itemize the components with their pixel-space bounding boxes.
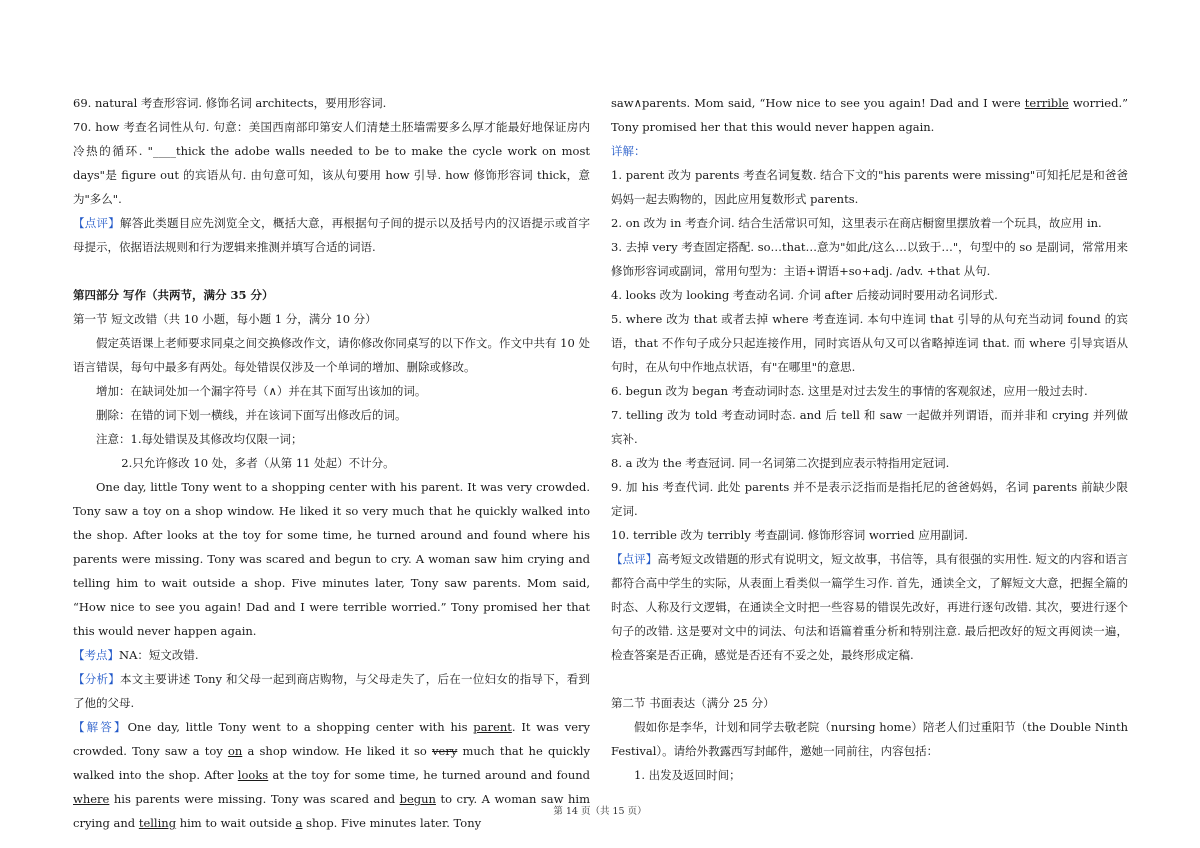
fenxi-text: 本文主要讲述 Tony 和父母一起到商店购物，与父母走失了，后在一位妇女的指导下，看到了他的父母. xyxy=(73,672,590,710)
detail-item: 7. telling 改为 told 考查动词时态. and 后 tell 和 saw 一起做并列谓语，而并非和 crying 并列做宾补. xyxy=(611,408,1128,446)
struck-word-very: very xyxy=(432,744,458,758)
marked-word-telling: telling xyxy=(138,816,177,830)
answer-text: a shop window. He liked it so xyxy=(242,744,433,758)
writing-prompt: 假如你是李华，计划和同学去敬老院（nursing home）陪老人们过重阳节（the Double Ninth Festival）。请给外教露西写封邮件，邀她一同前往，内容包括： xyxy=(611,720,1128,758)
jieda-tag: 【解答】 xyxy=(73,720,128,734)
fenxi xyxy=(73,667,590,715)
instructions: 假定英语课上老师要求同桌之间交换修改作文，请你修改你同桌写的以下作文。作文中共有 10 处语言错误，每句中最多有两处。每处错误仅涉及一个单词的增加、删除或修改。 xyxy=(73,336,590,374)
kaodian-tag: 【考点】 xyxy=(73,648,119,662)
review-text: 高考短文改错题的形式有说明文，短文故事，书信等，具有很强的实用性. 短文的内容和语言都符合高中学生的实际，从表面上看类似一篇学生习作. 首先，通读全文，了解短文大意，把握全篇的时态、人称及行文逻辑，在通读全文时把一些容易的错误先改好，再进行逐句改错. 其次，要进行逐个句子的改错. 这是要对文中的词法、句法和语篇着重分析和特别注意. 最后把改好的短文再阅读一遍，检查答案是否正确，感觉是否还有不妥之处，最终形成定稿. xyxy=(611,552,1129,662)
passage: One day, little Tony went to a shopping center with his parent. It was very crowded. Tony saw a toy on a shop window. He liked it so very much that he quickly walked into the shop. After looks at the toy for some time, he turned around and found where his parents were missing. Tony was scared and begun to cry. A woman saw him crying and telling him to wait outside a shop. Five minutes later, Tony saw parents. Mom said, “How nice to see you again! Dad and I were terrible worried.” Tony promised her that this would never happen again. xyxy=(73,480,590,638)
detail-heading: 详解： xyxy=(611,144,646,158)
review-2 xyxy=(611,547,1128,667)
answer-text: worried.” Tony promised her that this would never happen again. xyxy=(611,96,1128,134)
answer-text: One day, little Tony went to a shopping center with his xyxy=(127,720,474,734)
marked-word-where: where xyxy=(73,792,110,806)
marked-word-terrible: terrible xyxy=(1024,96,1069,110)
detail-item: 4. looks 改为 looking 考查动名词. 介词 after 后接动词时要用动名词形式. xyxy=(611,288,998,302)
note-1: 注意：1.每处错误及其修改均仅限一词； xyxy=(96,432,303,446)
answer-continued xyxy=(611,91,1128,139)
answer-text: at the toy for some time, he turned around and found xyxy=(268,768,590,782)
review-tag: 【点评】 xyxy=(73,216,121,230)
answer-text: saw∧parents. Mom said, “How nice to see you again! Dad and I were xyxy=(611,96,1025,110)
detail-item: 9. 加 his 考查代词. 此处 parents 并不是表示泛指而是指托尼的爸爸妈妈，名词 parents 前缺少限定词. xyxy=(611,480,1128,518)
add-rule: 增加：在缺词处加一个漏字符号（∧）并在其下面写出该加的词。 xyxy=(96,384,427,398)
review-1 xyxy=(73,211,590,259)
review-tag: 【点评】 xyxy=(611,552,658,566)
page-footer: 第 14 页（共 15 页） xyxy=(553,806,647,817)
detail-item: 3. 去掉 very 考查固定搭配. so…that…意为"如此/这么…以致于…"，句型中的 so 是副词，常常用来修饰形容词或副词，常用句型为：主语+谓语+so+adj. /adv. +that 从句. xyxy=(611,240,1128,278)
answer-70: 70. how 考查名词性从句. 句意：美国西南部印第安人们清楚土胚墙需要多么厚才能最好地保证房内冷热的循环. "____thick the adobe walls needed to be to make the cycle work on most days"是 figure out 的宾语从句. 由句意可知，该从句要用 how 引导. how 修饰形容词 thick，意为"多么". xyxy=(73,120,590,206)
section2-title: 第二节 书面表达（满分 25 分） xyxy=(611,696,775,710)
fenxi-tag: 【分析】 xyxy=(73,672,121,686)
right-column xyxy=(611,91,1128,787)
detail-item: 1. parent 改为 parents 考查名词复数. 结合下文的"his parents were missing"可知托尼是和爸爸妈妈一起去购物的，因此应用复数形式 parents. xyxy=(611,168,1128,206)
marked-word-on: on xyxy=(227,744,243,758)
marked-word-looks: looks xyxy=(237,768,269,782)
section1-title: 第一节 短文改错（共 10 小题，每小题 1 分，满分 10 分） xyxy=(73,312,377,326)
review-text: 解答此类题目应先浏览全文，概括大意，再根据句子间的提示以及括号内的汉语提示或首字母提示，依据语法规则和行为逻辑来推测并填写合适的词语. xyxy=(73,216,591,254)
answer-text: much that he quickly walked into the shop. After xyxy=(73,744,590,782)
detail-item: 2. on 改为 in 考查介词. 结合生活常识可知，这里表示在商店橱窗里摆放着一个玩具，故应用 in. xyxy=(611,216,1102,230)
detail-item: 10. terrible 改为 terribly 考查副词. 修饰形容词 worried 应用副词. xyxy=(611,528,968,542)
delete-rule: 删除：在错的词下划一横线，并在该词下面写出修改后的词。 xyxy=(96,408,407,422)
marked-word-a: a xyxy=(295,816,303,830)
detail-item: 6. begun 改为 began 考查动词时态. 这里是对过去发生的事情的客观叙述，应用一般过去时. xyxy=(611,384,1088,398)
answer-69: 69. natural 考查形容词. 修饰名词 architects，要用形容词. xyxy=(73,96,387,110)
detail-item: 5. where 改为 that 或者去掉 where 考查连词. 本句中连词 that 引导的从句充当动词 found 的宾语，that 不作句子成分只起连接作用，同时宾语从句又可以省略掉连词 that. 而 where 引导宾语从句时，在从句中作地点状语，有"在哪里"的意思. xyxy=(611,312,1128,374)
answer-text: . It was very crowded. Tony saw a toy xyxy=(73,720,591,758)
left-column xyxy=(73,91,590,835)
detail-item: 8. a 改为 the 考查冠词. 同一名词第二次提到应表示特指用定冠词. xyxy=(611,456,950,470)
marked-word-parent: parent xyxy=(473,720,512,734)
kaodian xyxy=(73,643,590,667)
part4-title: 第四部分 写作（共两节，满分 35 分） xyxy=(73,288,274,302)
writing-point-1: 1. 出发及返回时间； xyxy=(634,768,741,782)
answer-text: shop. Five minutes later. Tony xyxy=(302,816,482,830)
answer-text: to cry. A woman saw him crying and xyxy=(73,792,591,830)
answer-text: him to wait outside xyxy=(176,816,296,830)
kaodian-text: NA：短文改错. xyxy=(119,648,199,662)
marked-word-begun: begun xyxy=(399,792,436,806)
answer-text: his parents were missing. Tony was scared and xyxy=(109,792,400,806)
note-2: 2.只允许修改 10 处，多者（从第 11 处起）不计分。 xyxy=(121,456,395,470)
